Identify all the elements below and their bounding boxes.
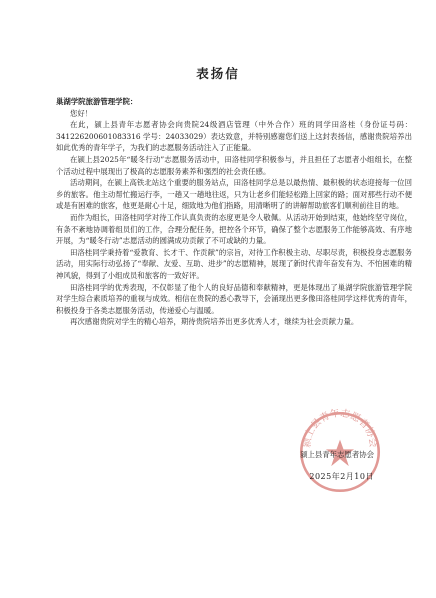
paragraph-intro: 在此，颍上县青年志愿者协会向贵院24级酒店管理（中外合作）班的同学田洛桂（身份证号码：341226200601083316 学号：24033029）表达致意，并特别感谢您们送上这封表扬信，感谢贵院培养出如此优秀的青年学子，为我们的志愿服务活动注入了正能量。 <box>56 120 412 153</box>
paragraph-spirit: 田洛桂同学秉持着“爱教育、长才干、作贡献”的宗旨，对待工作积极主动、尽职尽责，积极投身志愿服务活动，用实际行动弘扬了“奉献、友爱、互助、进步”的志愿精神，展现了新时代青年奋发有为、不怕困难的精神风貌，得到了小组成员和旅客的一致好评。 <box>56 247 412 280</box>
signature-date: 2025年2月10日 <box>309 472 374 481</box>
seal-text: 颍上县青年志愿者协会 <box>301 408 379 449</box>
paragraph-leadership: 而作为组长，田洛桂同学对待工作认真负责的态度更是令人敬佩。从活动开始到结束，他始终坚守岗位，有条不紊地协调着组员们的工作，合理分配任务，把控各个环节，确保了整个志愿服务工作能够高效、有序地开展，为“暖冬行动”志愿活动的圆满成功贡献了不可或缺的力量。 <box>56 212 412 246</box>
addressee: 巢湖学院旅游管理学院： <box>56 97 138 106</box>
signature-org: 颍上县青年志愿者协会 <box>300 450 374 459</box>
letter-title: 表扬信 <box>196 66 240 81</box>
letter-body <box>56 96 412 328</box>
paragraph-service: 活动期间，在颍上高铁北站这个重要的服务站点，田洛桂同学总是以最热情、最积极的状态迎接每一位回乡的旅客。他主动帮忙搬运行李，一趟又一趟地往返，只为让老乡们能轻松踏上回家的路；面对那些行动不便或是有困难的旅客，他更是耐心十足，细致地为他们指路，用清晰明了的讲解帮助旅客们顺利前往目的地。 <box>56 178 412 211</box>
paragraph-praise: 田洛桂同学的优秀表现，不仅彰显了他个人的良好品德和奉献精神，更是体现出了巢湖学院旅游管理学院对学生综合素质培养的重视与成效。相信在贵院的悉心教导下，会涌现出更多像田洛桂同学这样优秀的青年，积极投身于各类志愿服务活动，传递爱心与温暖。 <box>56 282 412 315</box>
paragraph-closing: 再次感谢贵院对学生的精心培养，期待贵院培养出更多优秀人才，继续为社会贡献力量。 <box>70 317 359 327</box>
signature-block <box>300 448 374 484</box>
greeting: 您好！ <box>70 108 93 118</box>
paragraph-activity: 在颍上县2025年“暖冬行动”志愿服务活动中，田洛桂同学积极参与，并且担任了志愿者小组组长，在整个活动过程中展现出了极高的志愿服务素养和强烈的社会责任感。 <box>56 154 412 176</box>
